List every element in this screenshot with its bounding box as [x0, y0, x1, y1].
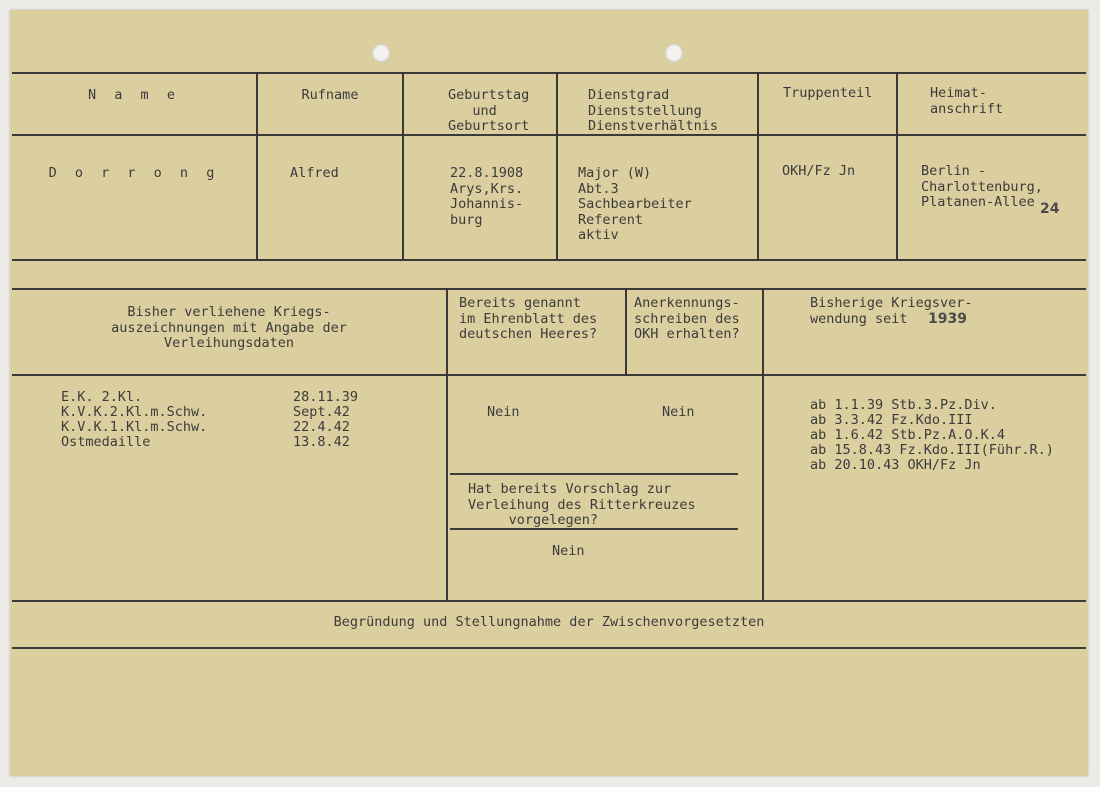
person-truppenteil: OKH/Fz Jn — [782, 163, 856, 179]
award-name: Ostmedaille — [61, 434, 151, 450]
house-number-handwritten: 24 — [1040, 201, 1060, 217]
person-geburt: 22.8.1908 Arys,Krs. Johannis- burg — [450, 165, 524, 228]
person-heimat: Berlin - Charlottenburg, Platanen-Allee — [921, 163, 1043, 210]
anerkennung-header: Anerkennungs- schreiben des OKH erhalten? — [634, 295, 740, 342]
header-rufname: Rufname — [301, 87, 359, 103]
table-rule — [12, 374, 1086, 376]
vorschlag-answer: Nein — [552, 543, 585, 559]
verwendung-item: ab 1.6.42 Stb.Pz.A.O.K.4 — [810, 427, 1006, 443]
table-rule — [12, 259, 1086, 261]
verwendung-year: 1939 — [928, 311, 967, 327]
table-rule — [402, 72, 404, 260]
award-name: E.K. 2.Kl. — [61, 389, 143, 405]
person-rufname: Alfred — [290, 165, 339, 181]
punch-hole — [372, 44, 390, 62]
award-date: 22.4.42 — [293, 419, 350, 435]
table-rule — [12, 600, 1086, 602]
table-rule — [12, 134, 1086, 136]
table-rule — [12, 72, 1086, 74]
table-rule — [446, 288, 448, 600]
header-truppenteil: Truppenteil — [783, 85, 873, 101]
award-date: 28.11.39 — [293, 389, 359, 405]
verwendung-item: ab 15.8.43 Fz.Kdo.III(Führ.R.) — [810, 442, 1054, 458]
person-dienstgrad: Major (W) Abt.3 Sachbearbeiter Referent aktiv — [578, 165, 692, 243]
punch-hole — [665, 44, 683, 62]
table-rule — [12, 647, 1086, 649]
award-date: Sept.42 — [293, 404, 350, 420]
table-rule — [450, 473, 738, 475]
ehrenblatt-answer: Nein — [487, 404, 520, 420]
table-rule — [762, 288, 764, 600]
header-heimat: Heimat- anschrift — [930, 85, 1004, 117]
table-rule — [625, 288, 627, 374]
begruendung-header: Begründung und Stellungnahme der Zwischenvorgesetzten — [333, 614, 765, 630]
header-geburt: Geburtstag und Geburtsort — [448, 87, 530, 134]
award-date: 13.8.42 — [293, 434, 350, 450]
person-name: D o r r o n g — [48, 165, 220, 181]
verwendung-header: Bisherige Kriegsver- wendung seit — [810, 295, 973, 327]
form-sheet — [10, 10, 1088, 776]
ehrenblatt-header: Bereits genannt im Ehrenblatt des deutschen Heeres? — [459, 295, 598, 342]
table-rule — [757, 72, 759, 260]
header-dienstgrad: Dienstgrad Dienststellung Dienstverhältnis — [588, 87, 719, 134]
vorschlag-question: Hat bereits Vorschlag zur Verleihung des Ritterkreuzes vorgelegen? — [468, 481, 696, 528]
auszeichnungen-header: Bisher verliehene Kriegs- auszeichnungen mit Angabe der Verleihungsdaten — [111, 304, 347, 351]
header-name: N a m e — [88, 87, 180, 103]
anerkennung-answer: Nein — [662, 404, 695, 420]
verwendung-item: ab 3.3.42 Fz.Kdo.III — [810, 412, 973, 428]
award-name: K.V.K.2.Kl.m.Schw. — [61, 404, 208, 420]
verwendung-item: ab 1.1.39 Stb.3.Pz.Div. — [810, 397, 997, 413]
verwendung-item: ab 20.10.43 OKH/Fz Jn — [810, 457, 981, 473]
table-rule — [12, 288, 1086, 290]
award-name: K.V.K.1.Kl.m.Schw. — [61, 419, 208, 435]
table-rule — [556, 72, 558, 260]
table-rule — [896, 72, 898, 260]
